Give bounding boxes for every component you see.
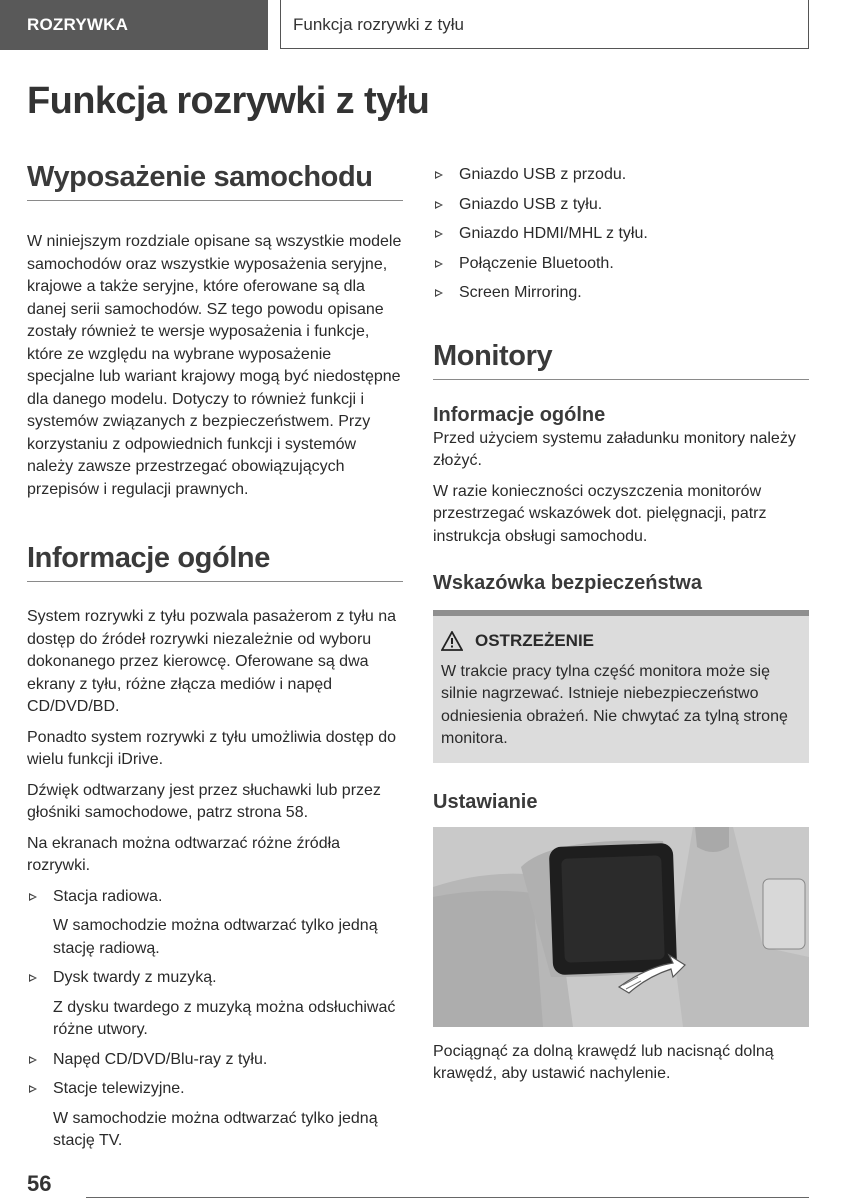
general-paragraph: Dźwięk odtwarzany jest przez słuchawki lub przez głośniki samochodowe, patrz strona 58. — [27, 781, 381, 821]
list-item: Gniazdo HDMI/MHL z tyłu. — [433, 223, 809, 246]
list-item: Stacje telewizyjne. — [27, 1078, 403, 1101]
page-number: 56 — [27, 1171, 52, 1196]
warning-triangle-icon — [441, 631, 463, 651]
warning-title: OSTRZEŻENIE — [475, 631, 595, 650]
equipment-heading: Wyposażenie samochodu — [27, 160, 403, 201]
adjust-heading: Ustawianie — [433, 790, 538, 813]
running-title: Funkcja rozrywki z tyłu — [280, 0, 809, 49]
left-column — [27, 160, 403, 1160]
monitors-paragraph: Przed użyciem systemu załadunku monitory należy złożyć. — [433, 429, 796, 469]
list-item: Napęd CD/DVD/Blu-ray z tyłu. — [27, 1049, 403, 1072]
footer-divider — [86, 1197, 809, 1198]
general-paragraph: Na ekranach można odtwarzać różne źródła rozrywki. — [27, 834, 341, 874]
warning-box — [433, 610, 809, 763]
general-heading: Informacje ogólne — [27, 541, 403, 582]
list-item: Dysk twardy z muzyką. — [27, 967, 403, 990]
monitors-paragraph: W razie konieczności oczyszczenia monitorów przestrzegać wskazówek dot. pielęgnacji, patrz instrukcja obsługi samochodu. — [433, 482, 767, 545]
list-item: Gniazdo USB z przodu. — [433, 164, 809, 187]
monitor-adjust-illustration — [433, 827, 809, 1027]
general-paragraph: System rozrywki z tyłu pozwala pasażerom z tyłu na dostęp do źródeł rozrywki niezależnie od wyboru dokonanego przez kierowcę. Oferowane są dwa ekrany z tyłu, różne złącza mediów i napęd CD/DVD/BD. — [27, 608, 397, 715]
list-item-note: W samochodzie można odtwarzać tylko jedną stację TV. — [53, 1109, 378, 1149]
list-item: Połączenie Bluetooth. — [433, 253, 809, 276]
page-title: Funkcja rozrywki z tyłu — [27, 80, 430, 122]
safety-heading: Wskazówka bezpieczeństwa — [433, 572, 702, 594]
list-item: Gniazdo USB z tyłu. — [433, 194, 809, 217]
list-item-note: Z dysku twardego z muzyką można odsłuchiwać różne utwory. — [53, 998, 396, 1038]
list-item: Screen Mirroring. — [433, 282, 809, 305]
warning-text: W trakcie pracy tylna część monitora może się silnie nagrzewać. Istnieje niebezpieczeństwo odniesienia obrażeń. Nie chwytać za tylną stronę monitora. — [441, 662, 788, 747]
monitors-heading: Monitory — [433, 339, 809, 380]
equipment-paragraph: W niniejszym rozdziale opisane są wszystkie modele samochodów oraz wszystkie wyposażenia seryjne, krajowe a także seryjne, które oferowane są dla danej serii samochodów. SZ tego powodu opisane zostały również te wersje wyposażenia i funkcje, które ze względu na wybrane wyposażenie specjalne lub wariant krajowy mogą być niedostępne dla danego modelu. Dotyczy to również funkcji i systemów związanych z bezpieczeństwem. Przy korzystaniu z odpowiednich funkcji i systemów należy zawsze przestrzegać obowiązujących przepisów i regulacji prawnych. — [27, 233, 402, 498]
general-paragraph: Ponadto system rozrywki z tyłu umożliwia dostęp do wielu funkcji iDrive. — [27, 728, 397, 768]
list-item: Stacja radiowa. — [27, 886, 403, 909]
monitors-general-heading: Informacje ogólne — [433, 403, 606, 426]
section-tab: ROZRYWKA — [0, 0, 268, 50]
figure-caption: Pociągnąć za dolną krawędź lub nacisnąć dolną krawędź, aby ustawić nachylenie. — [433, 1042, 774, 1082]
right-column — [433, 160, 809, 1094]
list-item-note: W samochodzie można odtwarzać tylko jedną stację radiową. — [53, 917, 378, 957]
